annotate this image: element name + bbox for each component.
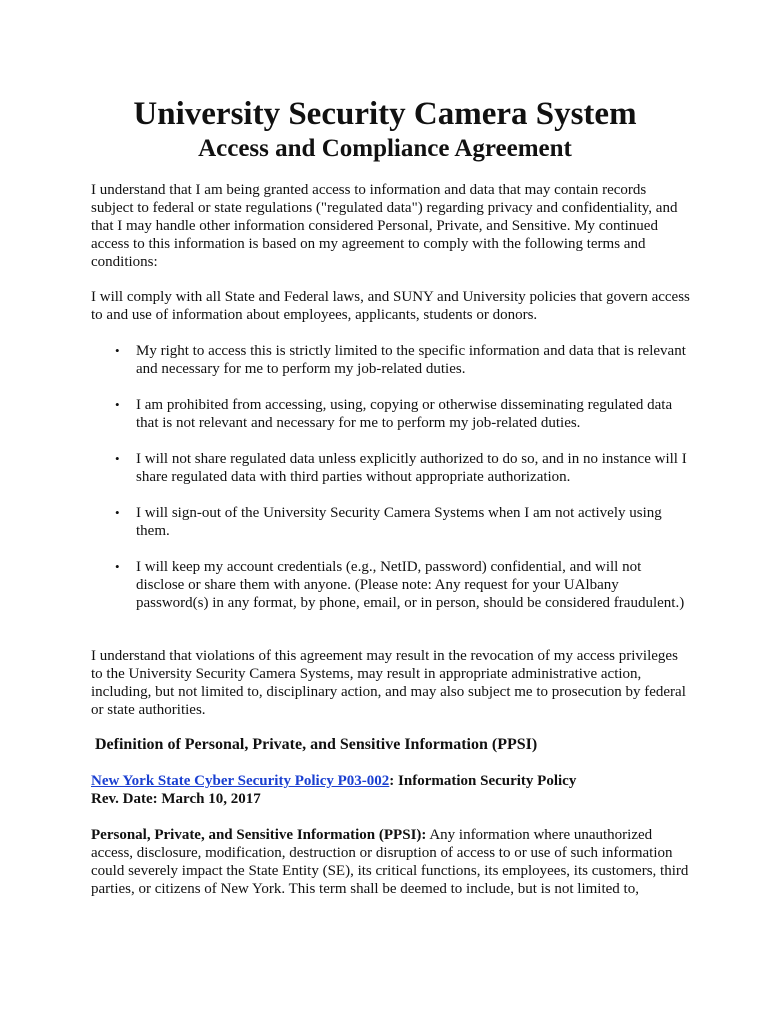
- list-item-text: I will not share regulated data unless explicitly authorized to do so, and in no instance will I share regulated data with third parties without appropriate authorization.: [136, 451, 687, 485]
- policy-reference: [91, 772, 691, 808]
- revision-date: Rev. Date: March 10, 2017: [91, 791, 261, 807]
- list-item-text: I will keep my account credentials (e.g., NetID, password) confidential, and will not disclose or share them with anyone. (Please note: Any request for your UAlbany password(s) in any format, by phone, email, or in person, should be considered fraudulent.): [136, 559, 685, 611]
- compliance-paragraph: I will comply with all State and Federal laws, and SUNY and University policies that govern access to and use of information about employees, applicants, students or donors.: [91, 289, 690, 323]
- bullet-icon: •: [115, 505, 120, 520]
- list-item-text: I am prohibited from accessing, using, copying or otherwise disseminating regulated data that is not relevant and necessary for me to perform my job-related duties.: [136, 397, 673, 431]
- document-title: University Security Camera System: [133, 96, 637, 132]
- policy-link-suffix: : Information Security Policy: [389, 773, 577, 789]
- bullet-icon: •: [115, 343, 120, 358]
- list-item: [91, 504, 691, 540]
- intro-paragraph: I understand that I am being granted access to information and data that may contain records subject to federal or state regulations ("regulated data") regarding privacy and confidentiality, and that I may handle other information considered Personal, Private, and Sensitive. My continued access to this information is based on my agreement to comply with the following terms and conditions:: [91, 182, 678, 270]
- list-item: [91, 558, 691, 612]
- ppsi-definition-text: Any information where unauthorized access, disclosure, modification, destruction or disruption of access to or use of such information could severely impact the State Entity (SE), its critical functions, its employees, its customers, third parties, or citizens of New York. This term shall be deemed to include, but is not limited to,: [91, 827, 689, 897]
- list-item: [91, 396, 691, 432]
- list-item-text: I will sign-out of the University Security Camera Systems when I am not actively using them.: [136, 505, 662, 539]
- policy-link[interactable]: New York State Cyber Security Policy P03-002: [91, 773, 390, 789]
- bullet-icon: •: [115, 397, 120, 412]
- definition-heading: Definition of Personal, Private, and Sensitive Information (PPSI): [95, 736, 538, 753]
- list-item: [91, 450, 691, 486]
- ppsi-term: Personal, Private, and Sensitive Information (PPSI):: [91, 827, 427, 843]
- bullet-icon: •: [115, 451, 120, 466]
- list-item-text: My right to access this is strictly limited to the specific information and data that is relevant and necessary for me to perform my job-related duties.: [136, 343, 686, 377]
- ppsi-definition-paragraph: [91, 826, 691, 898]
- list-item: [91, 342, 691, 378]
- terms-list: [91, 342, 691, 630]
- violations-paragraph: I understand that violations of this agreement may result in the revocation of my access privileges to the University Security Camera Systems, may result in appropriate administrative action, including, but not limited to, disciplinary action, and may also subject me to prosecution by federal or state authorities.: [91, 648, 686, 718]
- bullet-icon: •: [115, 559, 120, 574]
- document-subtitle: Access and Compliance Agreement: [198, 135, 572, 162]
